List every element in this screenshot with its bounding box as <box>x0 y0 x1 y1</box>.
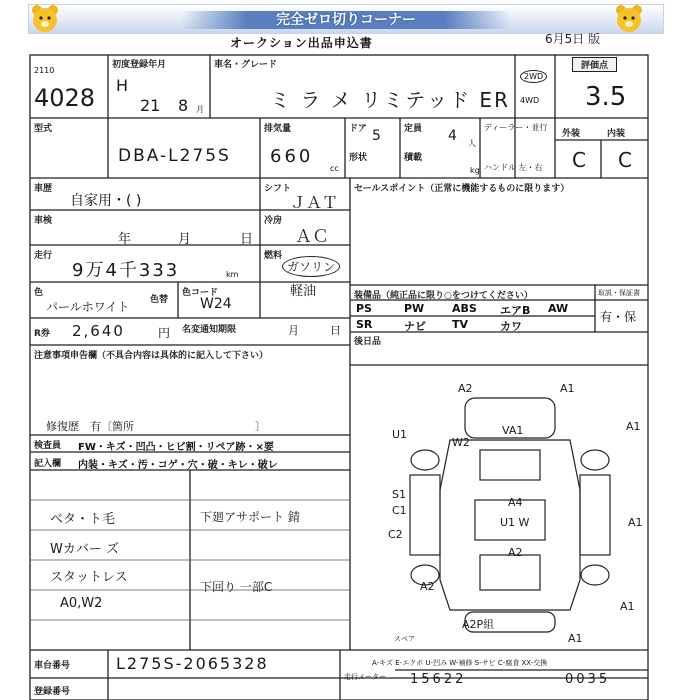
date-stub: 6月5日 版 <box>545 32 601 46</box>
damage-mark: S1 <box>392 488 406 501</box>
car-name-label: 車名・グレード <box>214 60 278 70</box>
shift-label: シフト <box>264 184 292 194</box>
displacement-unit: cc <box>330 164 339 173</box>
equipment-list <box>356 302 592 334</box>
color-code: W24 <box>200 296 232 312</box>
inspector-label-2: 記入欄 <box>34 459 62 469</box>
equipment-item: PS <box>356 302 372 315</box>
chassis-label: 車台番号 <box>34 661 71 671</box>
dealer-label: ディーラー・並行 <box>484 123 548 132</box>
recycle-label: R券 <box>34 329 50 339</box>
notes-label: 注意事項申告欄（不具合内容は具体的に記入して下さい） <box>34 351 269 361</box>
fuel-value: ガソリン <box>282 256 340 277</box>
equipment-item: AW <box>548 302 569 315</box>
damage-mark: A1 <box>568 632 583 645</box>
model-value: DBA-L275S <box>118 146 231 166</box>
car-name: ミ ラ メ リミテッド ER <box>270 88 510 112</box>
score-label: 評価点 <box>572 57 617 72</box>
registration-label: 初度登録年月 <box>112 60 167 70</box>
equipment-item: ABS <box>452 302 477 315</box>
usage-value: 自家用・( ) <box>70 193 142 209</box>
form-title: オークション出品申込書 <box>230 36 373 50</box>
registration-month-unit: 月 <box>196 105 204 114</box>
inspector-label-1: 検査員 <box>34 441 62 451</box>
drive-4wd: 4WD <box>520 96 540 105</box>
doors-value: 5 <box>372 128 381 144</box>
usage-label: 車歴 <box>34 184 53 194</box>
meter-value-1: 15622 <box>410 672 467 687</box>
chassis-value: L275S-2065328 <box>116 654 269 673</box>
damage-mark: A4 <box>508 496 523 509</box>
damage-mark: A1 <box>620 600 635 613</box>
damage-mark: C2 <box>388 528 403 541</box>
registration-era: H <box>116 76 129 95</box>
recycle-unit: 円 <box>158 326 171 340</box>
color-code-label: 色コード <box>182 288 219 298</box>
damage-mark: U1 W <box>500 516 530 529</box>
damage-mark: VA1 <box>502 424 524 437</box>
equipment-item: PW <box>404 302 425 315</box>
lot-number: 4028 <box>34 84 96 112</box>
drive-2wd: 2WD <box>520 70 547 83</box>
equipment-item: ナビ <box>404 320 426 333</box>
damage-mark: A1 <box>560 382 575 395</box>
interior-label: 内装 <box>607 129 626 139</box>
inspection-year: 年 <box>118 232 132 247</box>
damage-mark: A2P組 <box>462 618 495 631</box>
damage-mark: U1 <box>392 428 408 441</box>
manual-value: 有・保 <box>600 310 637 324</box>
hand-note: A0,W2 <box>60 596 103 611</box>
options-label: 後日品 <box>354 337 382 347</box>
displacement-value: 660 <box>270 146 314 167</box>
damage-mark: C1 <box>392 504 407 517</box>
fuel-alt: 軽油 <box>290 284 317 299</box>
manual-label: 取説・保証書 <box>598 289 640 297</box>
damage-mark: A2 <box>508 546 523 559</box>
interior-grade: C <box>618 148 632 172</box>
handle-label: ハンドル 左・右 <box>484 163 543 172</box>
exterior-label: 外装 <box>562 129 581 139</box>
equipment-item: SR <box>356 318 373 331</box>
damage-mark: A1 <box>626 420 641 433</box>
damage-mark: W2 <box>452 436 470 449</box>
lot-code: 2110 <box>34 66 55 75</box>
hand-note: Wカバー ズ <box>50 542 119 557</box>
capacity-unit: 人 <box>468 139 476 148</box>
registration-month: 8 <box>178 96 189 115</box>
damage-mark: A2 <box>458 382 473 395</box>
notice-label: 名変通知期限 <box>182 325 237 335</box>
color-value: パールホワイト <box>46 300 130 314</box>
mileage-unit: km <box>226 270 239 279</box>
equipment-item: TV <box>452 318 469 331</box>
capacity-value: 4 <box>448 128 457 144</box>
footer-label: 登録番号 <box>34 687 71 697</box>
displacement-label: 排気量 <box>264 124 292 134</box>
repair-history: 修復歴 有〔箇所 〕 <box>46 420 266 433</box>
color-change-label: 色替 <box>150 295 169 305</box>
load-unit: kg <box>470 166 480 175</box>
inspector-row-2: 内装・キズ・汚・コゲ・穴・破・キレ・破レ <box>78 460 278 471</box>
aircon-label: 冷房 <box>264 216 283 226</box>
shift-value: ＪＡＴ <box>290 193 339 212</box>
recycle-value: 2,640 <box>72 322 125 340</box>
equipment-label: 装備品（純正品に限り○をつけてください） <box>354 291 533 301</box>
damage-mark: A2 <box>420 580 435 593</box>
color-label: 色 <box>34 288 44 298</box>
mileage-label: 走行 <box>34 251 53 261</box>
model-label: 型式 <box>34 124 53 134</box>
sales-point-label: セールスポイント（正常に機能するものに限ります） <box>354 184 570 194</box>
equipment-item: カワ <box>500 320 522 333</box>
score-value: 3.5 <box>585 82 627 112</box>
equipment-item: エアB <box>500 304 531 317</box>
inspection-label: 車検 <box>34 216 53 226</box>
hand-note: ベタ・ト毛 <box>50 512 116 527</box>
fuel-label: 燃料 <box>264 251 283 261</box>
aircon-value: ＡＣ <box>295 227 329 247</box>
mileage-value: 9万4千333 <box>72 260 180 281</box>
doors-label: ドア <box>349 124 367 134</box>
capacity-label: 定員 <box>404 124 423 134</box>
spare-label: スペア <box>394 635 415 643</box>
banner-title: 完全ゼロ切りコーナー <box>181 11 511 29</box>
hand-note: 下回り 一部C <box>200 580 273 594</box>
inspection-month: 月 <box>178 232 192 247</box>
exterior-grade: C <box>572 148 586 172</box>
damage-legend: A-キズ E-エクボ U-凹み W-補修 S-サビ C-腐食 XX-交換 <box>372 659 548 667</box>
inspector-row-1: FW・キズ・凹凸・ヒビ割・リペア跡・×要 <box>78 442 274 453</box>
meter-label: 走行メーター <box>344 673 386 681</box>
meter-value-2: 0035 <box>565 672 611 687</box>
notice-day: 日 <box>330 324 341 337</box>
inspection-day: 日 <box>240 232 254 247</box>
damage-mark: A1 <box>628 516 643 529</box>
hand-note: 下廻アサポート 錆 <box>200 510 300 524</box>
hand-note: スタットレス <box>50 570 128 585</box>
notice-month: 月 <box>288 324 299 337</box>
registration-year: 21 <box>140 96 161 115</box>
shape-label: 形状 <box>349 153 368 163</box>
load-label: 積載 <box>404 153 423 163</box>
car-damage-diagram <box>380 380 640 640</box>
